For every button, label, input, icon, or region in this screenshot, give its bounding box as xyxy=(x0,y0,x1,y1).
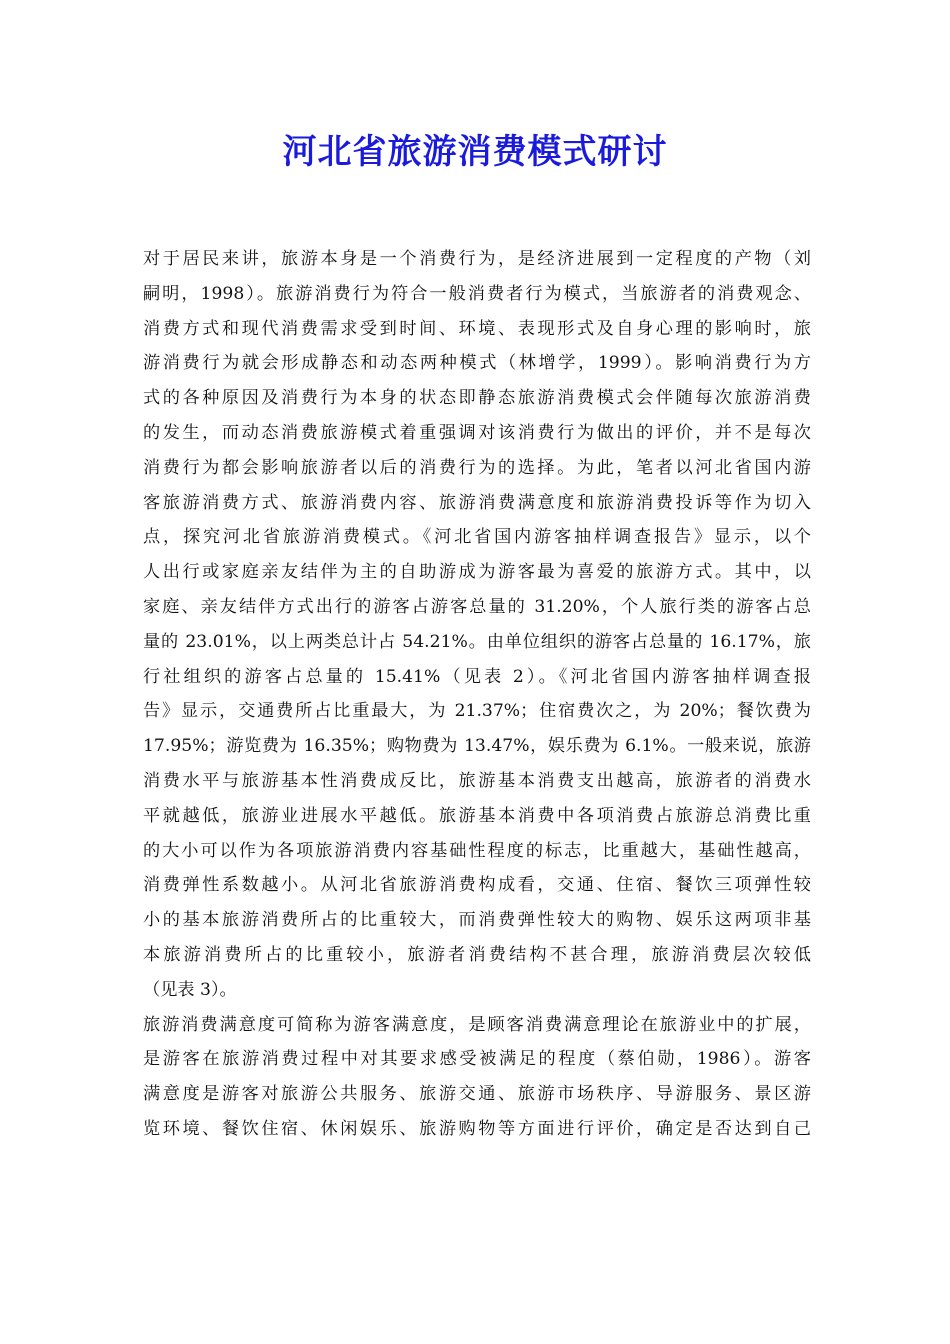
text-line: 旅游消费满意度可简称为游客满意度，是顾客消费满意理论在旅游业中的扩展， xyxy=(143,1014,811,1035)
document-body xyxy=(143,242,811,1147)
document-title: 河北省旅游消费模式研讨 xyxy=(282,132,668,172)
text-line: 游消费行为就会形成静态和动态两种模式（林增学，1999）。影响消费行为方 xyxy=(143,353,811,374)
text-line: 满意度是游客对旅游公共服务、旅游交通、旅游市场秩序、导游服务、景区游 xyxy=(143,1084,811,1105)
text-line: 平就越低，旅游业进展水平越低。旅游基本消费中各项消费占旅游总消费比重 xyxy=(143,805,811,826)
text-line: 点，探究河北省旅游消费模式。《河北省国内游客抽样调查报告》显示，以个 xyxy=(143,527,811,548)
text-line: （见表 3）。 xyxy=(143,979,237,1000)
text-line: 对于居民来讲，旅游本身是一个消费行为，是经济进展到一定程度的产物（刘 xyxy=(143,249,811,269)
text-line: 人出行或家庭亲友结伴为主的自助游成为游客最为喜爱的旅游方式。其中，以 xyxy=(143,562,811,583)
text-line: 消费行为都会影响旅游者以后的消费行为的选择。为此，笔者以河北省国内游 xyxy=(143,457,811,478)
text-line: 嗣明，1998）。旅游消费行为符合一般消费者行为模式，当旅游者的消费观念、 xyxy=(143,283,811,304)
text-line: 告》显示，交通费所占比重最大，为 21.37%；住宿费次之，为 20%；餐饮费为 xyxy=(143,701,811,722)
text-line: 家庭、亲友结伴方式出行的游客占游客总量的 31.20%，个人旅行类的游客占总 xyxy=(143,596,811,617)
text-line: 的发生，而动态消费旅游模式着重强调对该消费行为做出的评价，并不是每次 xyxy=(143,422,811,443)
text-line: 小的基本旅游消费所占的比重较大，而消费弹性较大的购物、娱乐这两项非基 xyxy=(143,910,811,931)
text-line: 17.95%；游览费为 16.35%；购物费为 13.47%，娱乐费为 6.1%。一般来说，旅游 xyxy=(143,736,811,757)
text-line: 消费方式和现代消费需求受到时间、环境、表现形式及自身心理的影响时，旅 xyxy=(143,318,811,339)
text-line: 的大小可以作为各项旅游消费内容基础性程度的标志，比重越大，基础性越高， xyxy=(143,840,811,861)
text-line: 行社组织的游客占总量的 15.41%（见表 2）。《河北省国内游客抽样调查报 xyxy=(143,666,811,687)
text-line: 本旅游消费所占的比重较小，旅游者消费结构不甚合理，旅游消费层次较低 xyxy=(143,944,811,965)
text-line: 客旅游消费方式、旅游消费内容、旅游消费满意度和旅游消费投诉等作为切入 xyxy=(143,492,811,513)
text-line: 览环境、餐饮住宿、休闲娱乐、旅游购物等方面进行评价，确定是否达到自己 xyxy=(143,1118,811,1139)
text-line: 消费水平与旅游基本性消费成反比，旅游基本消费支出越高，旅游者的消费水 xyxy=(143,770,811,791)
paragraph-2 xyxy=(143,1008,811,1147)
text-line: 是游客在旅游消费过程中对其要求感受被满足的程度（蔡伯勋，1986）。游客 xyxy=(143,1049,811,1070)
text-line: 量的 23.01%，以上两类总计占 54.21%。由单位组织的游客占总量的 16.17%，旅 xyxy=(143,631,811,652)
text-line: 消费弹性系数越小。从河北省旅游消费构成看，交通、住宿、餐饮三项弹性较 xyxy=(143,875,811,896)
text-line: 式的各种原因及消费行为本身的状态即静态旅游消费模式会伴随每次旅游消费 xyxy=(143,388,811,409)
paragraph-1 xyxy=(143,242,811,1008)
